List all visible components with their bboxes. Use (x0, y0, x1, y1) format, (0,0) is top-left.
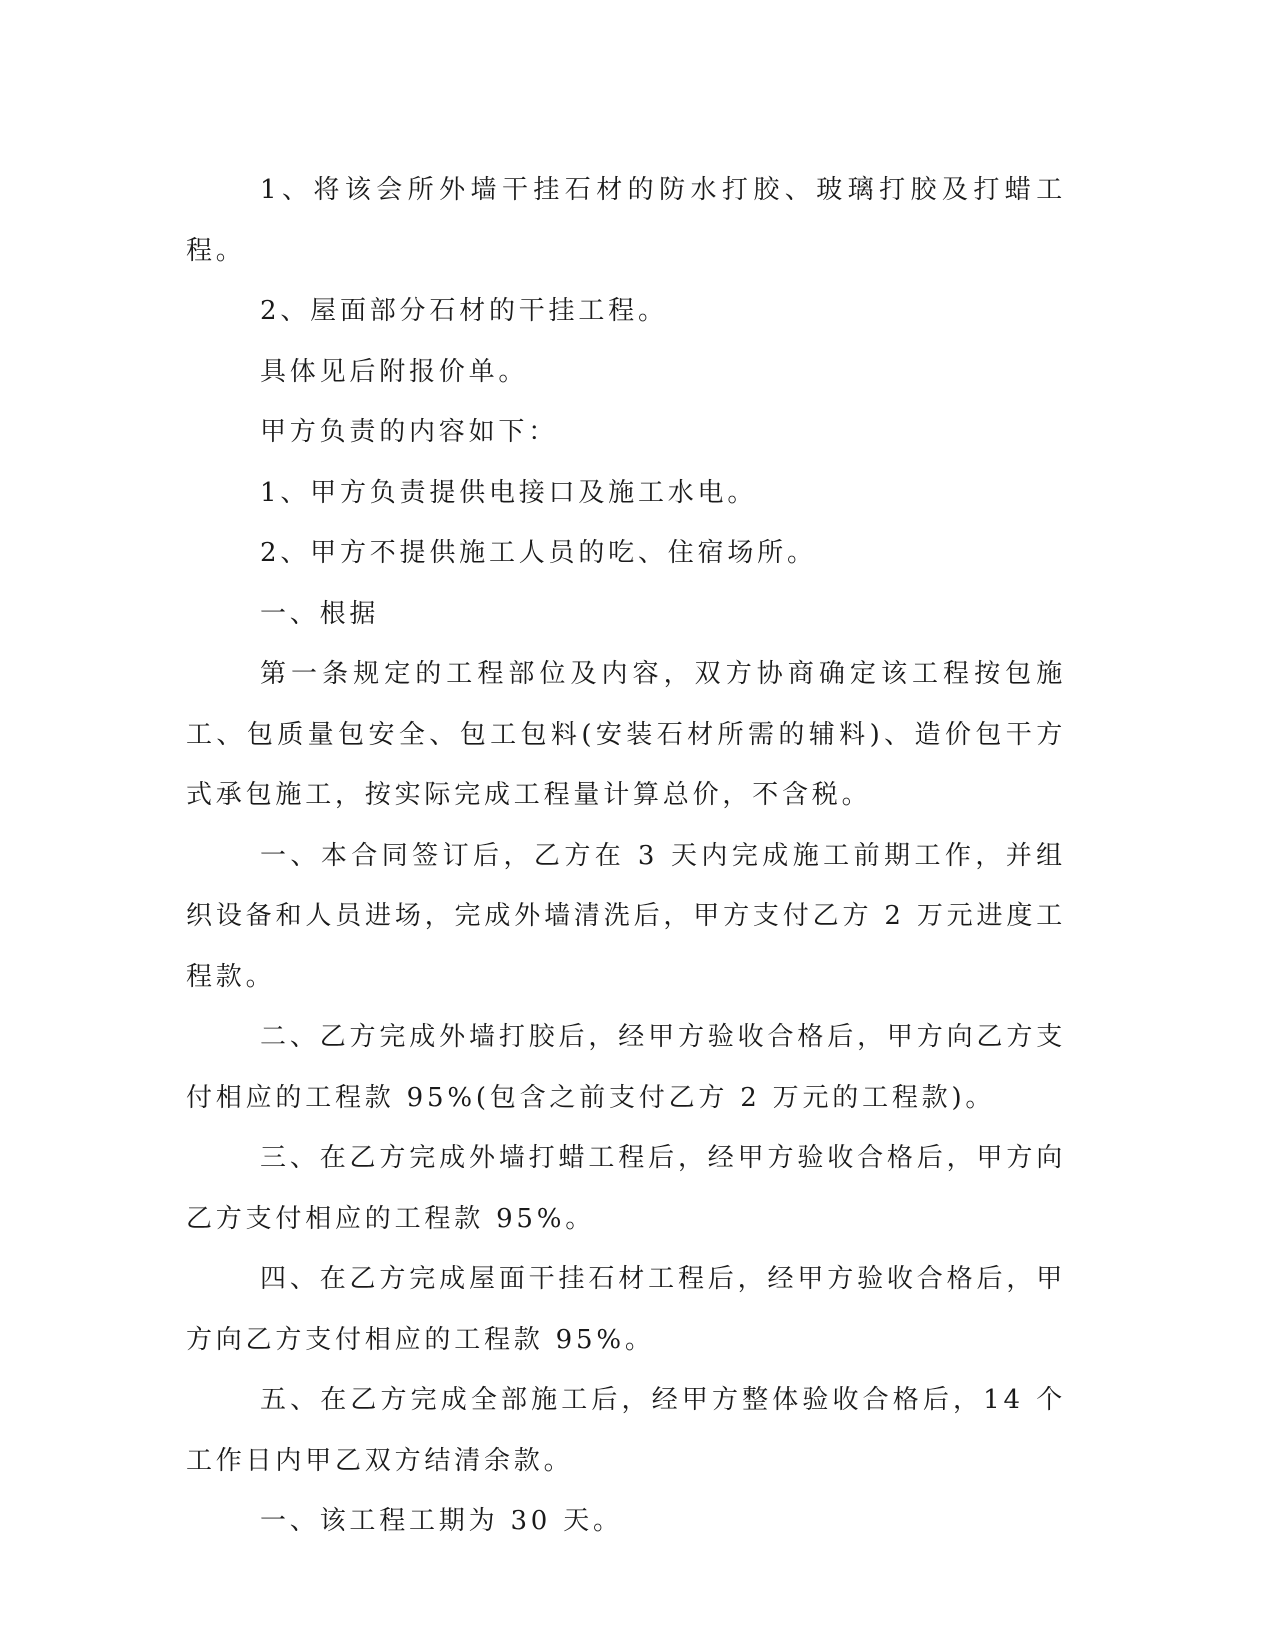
paragraph-party-a-item-2: 2、甲方不提供施工人员的吃、住宿场所。 (260, 538, 817, 568)
paragraph-duration: 一、该工程工期为 30 天。 (260, 1506, 623, 1536)
paragraph-payment-2: 二、乙方完成外墙打胶后，经甲方验收合格后，甲方向乙方支付相应的工程款 95%(包含之前支付乙方 2 万元的工程款)。 (186, 1022, 1066, 1113)
document-body (186, 160, 1066, 1552)
paragraph-payment-3: 三、在乙方完成外墙打蜡工程后，经甲方验收合格后，甲方向乙方支付相应的工程款 95%。 (186, 1143, 1066, 1234)
paragraph-payment-1: 一、本合同签订后，乙方在 3 天内完成施工前期工作，并组织设备和人员进场，完成外墙清洗后，甲方支付乙方 2 万元进度工程款。 (186, 840, 1066, 992)
paragraph-contract-method: 第一条规定的工程部位及内容，双方协商确定该工程按包施工、包质量包安全、包工包料(安装石材所需的辅料)、造价包干方式承包施工，按实际完成工程量计算总价，不含税。 (186, 659, 1066, 810)
paragraph-scope-item-1: 1、将该会所外墙干挂石材的防水打胶、玻璃打胶及打蜡工程。 (186, 175, 1066, 266)
paragraph-party-a-item-1: 1、甲方负责提供电接口及施工水电。 (260, 477, 758, 508)
paragraph-party-a-heading: 甲方负责的内容如下： (260, 417, 559, 447)
paragraph-scope-item-2: 2、屋面部分石材的干挂工程。 (260, 296, 668, 326)
paragraph-quote-reference: 具体见后附报价单。 (260, 356, 529, 387)
paragraph-basis-heading: 一、根据 (260, 598, 380, 629)
paragraph-payment-4: 四、在乙方完成屋面干挂石材工程后，经甲方验收合格后，甲方向乙方支付相应的工程款 95%。 (186, 1264, 1066, 1355)
paragraph-payment-5: 五、在乙方完成全部施工后，经甲方整体验收合格后，14 个工作日内甲乙双方结清余款。 (186, 1385, 1066, 1476)
